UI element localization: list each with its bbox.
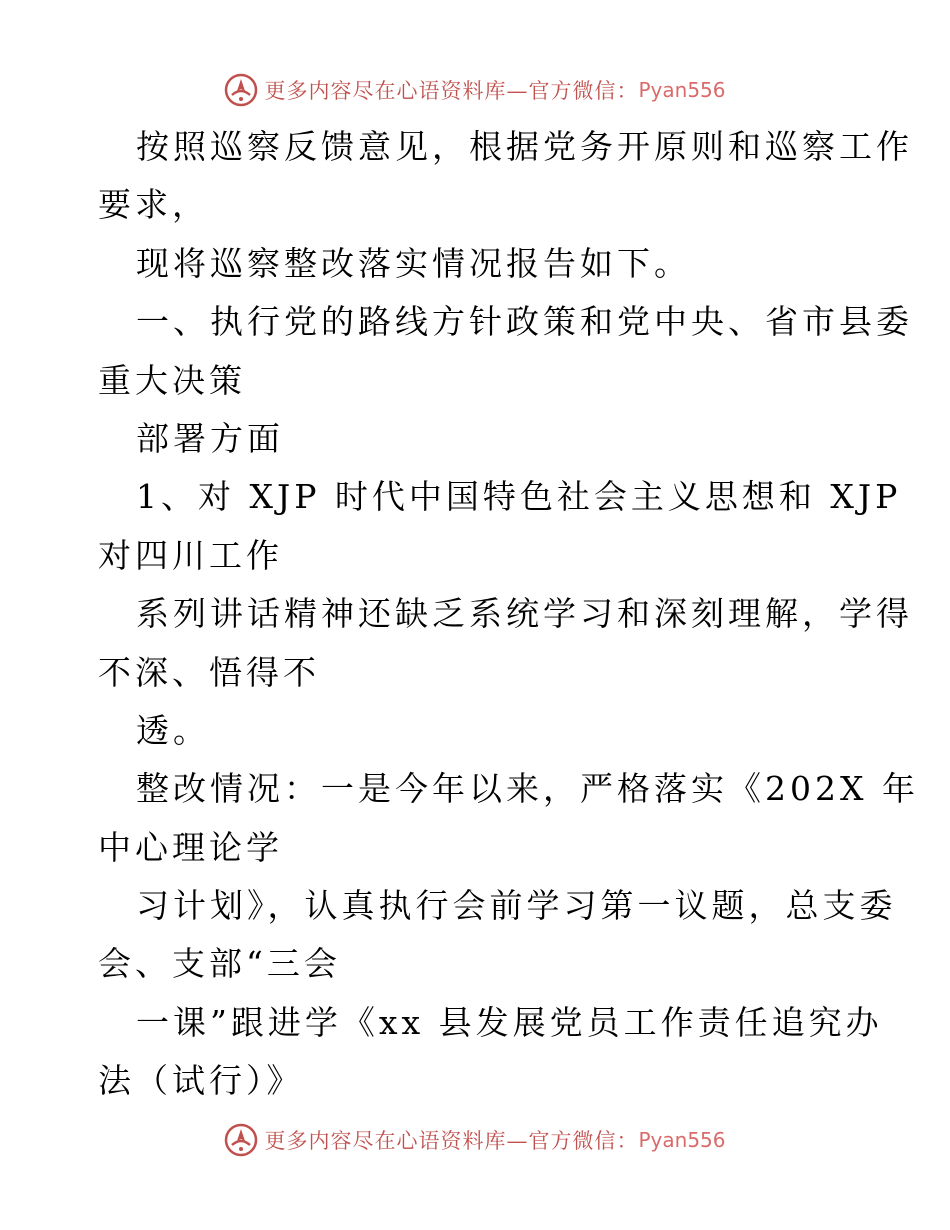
text-line: 按照巡察反馈意见，根据党务开原则和巡察工作 [136,127,913,166]
text-line: 会、支部“三会 [98,944,341,984]
text-line: 中心理论学 [98,827,283,867]
text-line: 1、对 XJP 时代中国特色社会主义思想和 XJP [136,477,902,517]
banner-wechat-id: Pyan556 [638,78,726,102]
text-line: 要求， [98,185,209,225]
banner-text: 更多内容尽在心语资料库—官方微信： [264,1129,639,1153]
text-line: 不深、悟得不 [98,652,320,692]
text-line: 重大决策 [98,360,246,400]
banner-text: 更多内容尽在心语资料库—官方微信： [264,79,639,103]
text-line: 整改情况：一是今年以来，严格落实《202X 年 [136,769,919,809]
text-line: 系列讲话精神还缺乏系统学习和深刻理解，学得 [136,594,913,634]
text-line: 习计划》，认真执行会前学习第一议题，总支委 [136,886,897,926]
document-body [98,118,919,1111]
text-line: 部署方面 [136,418,284,458]
text-line: 透。 [136,710,210,750]
text-line: 对四川工作 [98,535,283,575]
banner-wechat-id: Pyan556 [638,1128,726,1152]
text-line: 一课”跟进学《xx 县发展党员工作责任追究办 [136,1002,883,1042]
book-pen-logo-icon [224,73,258,107]
text-line: 现将巡察整改落实情况报告如下。 [136,243,691,283]
footer-banner [0,1120,950,1160]
text-line: 法（试行）》 [98,1061,304,1101]
text-line: 一、执行党的路线方针政策和党中央、省市县委 [136,302,913,342]
header-banner [0,70,950,110]
book-pen-logo-icon [224,1123,258,1157]
